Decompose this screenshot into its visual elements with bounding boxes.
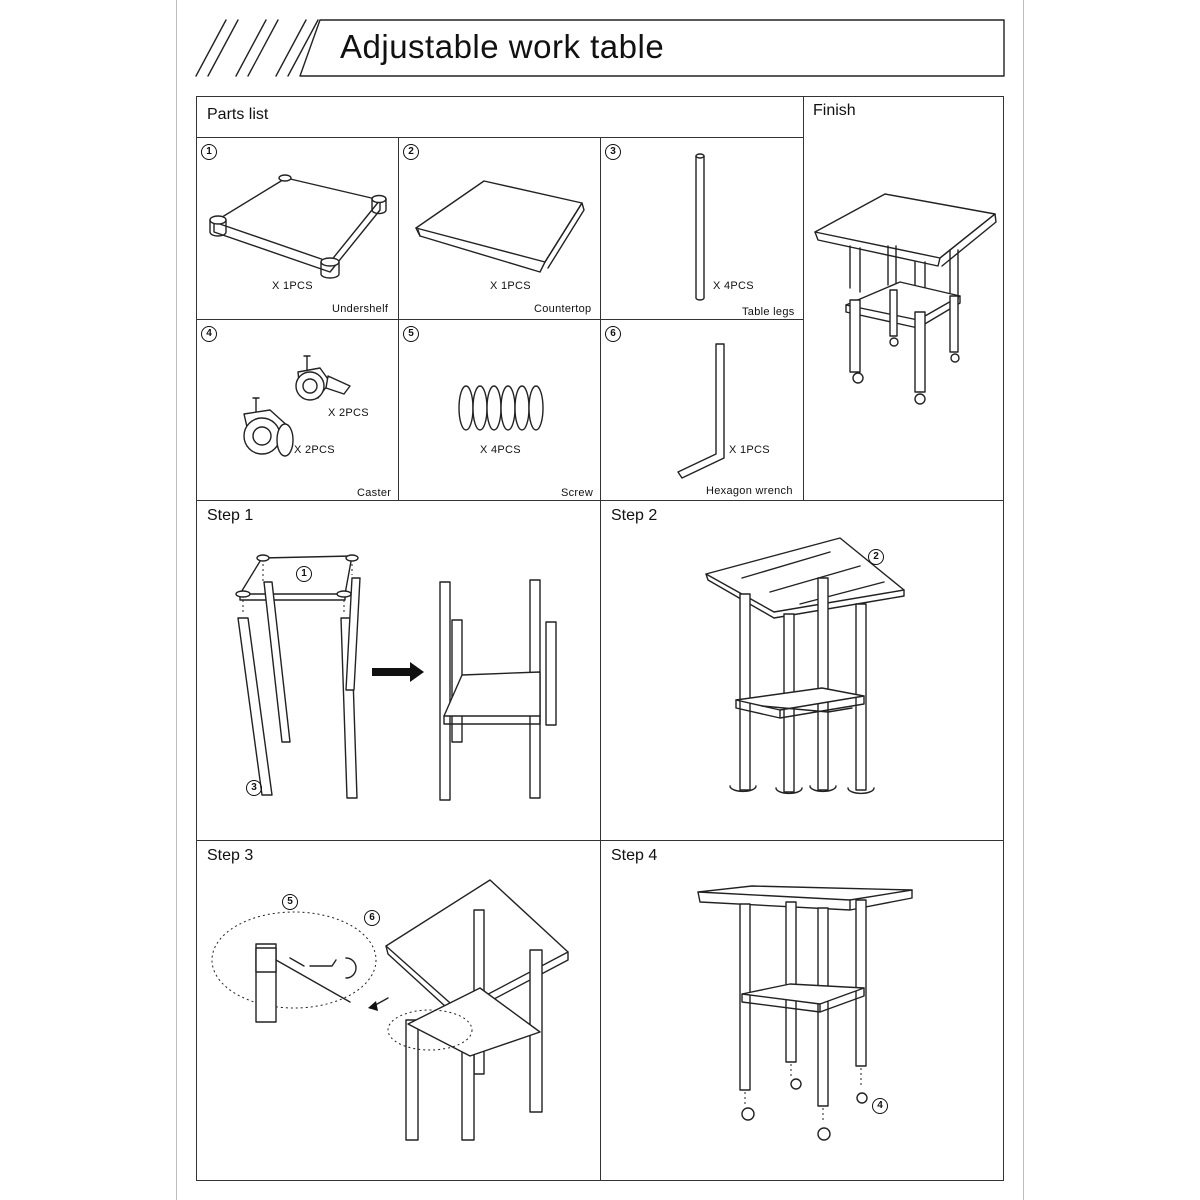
- parts-list-heading: Parts list: [207, 106, 269, 123]
- part-name-6: Hexagon wrench: [706, 485, 793, 497]
- part-number-1: 1: [201, 144, 217, 160]
- part-qty-3: X 4PCS: [713, 280, 754, 292]
- step3-callout-6: 6: [364, 910, 380, 926]
- step3-callout-5: 5: [282, 894, 298, 910]
- part-name-3: Table legs: [742, 306, 795, 318]
- part-number-4: 4: [201, 326, 217, 342]
- part-qty-1: X 1PCS: [272, 280, 313, 292]
- part-qty-2: X 1PCS: [490, 280, 531, 292]
- part-name-5: Screw: [561, 487, 594, 499]
- step4-illustration: [0, 0, 1, 1]
- page-title: Adjustable work table: [340, 28, 665, 65]
- step2-heading: Step 2: [611, 507, 658, 524]
- part-name-1: Undershelf: [332, 303, 389, 315]
- step2-callout-2: 2: [868, 549, 884, 565]
- part-name-4: Caster: [357, 487, 392, 499]
- part-name-2: Countertop: [534, 303, 592, 315]
- part-number-5: 5: [403, 326, 419, 342]
- step1-callout-3: 3: [246, 780, 262, 796]
- title-stripes-icon: [196, 20, 318, 76]
- part-qty-6: X 1PCS: [729, 444, 770, 456]
- step4-callout-4: 4: [872, 1098, 888, 1114]
- part-cell-6: [600, 319, 804, 501]
- step4-heading: Step 4: [611, 847, 658, 864]
- step1-heading: Step 1: [207, 507, 254, 524]
- part-qty-5: X 4PCS: [480, 444, 521, 456]
- part-qty-4b: X 2PCS: [294, 444, 335, 456]
- part-number-3: 3: [605, 144, 621, 160]
- step1-callout-1: 1: [296, 566, 312, 582]
- step3-heading: Step 3: [207, 847, 254, 864]
- part-qty-4a: X 2PCS: [328, 407, 369, 419]
- part-number-6: 6: [605, 326, 621, 342]
- part-number-2: 2: [403, 144, 419, 160]
- finish-heading: Finish: [813, 102, 856, 119]
